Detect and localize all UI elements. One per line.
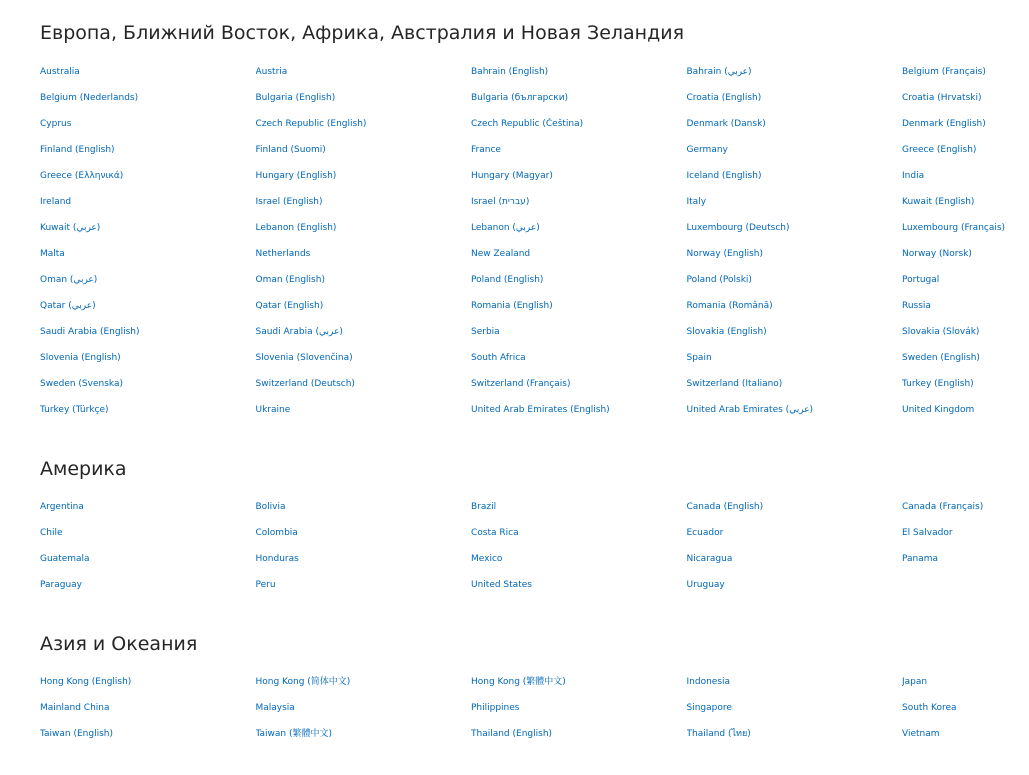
- country-link[interactable]: Panama: [902, 554, 939, 564]
- country-link[interactable]: Italy: [686, 197, 707, 207]
- country-link[interactable]: Saudi Arabia (عربي): [255, 327, 343, 337]
- country-link[interactable]: Nicaragua: [686, 554, 733, 564]
- country-link[interactable]: Czech Republic (English): [255, 119, 367, 129]
- country-link[interactable]: Kuwait (English): [902, 197, 975, 207]
- region-title: Азия и Океания: [40, 633, 198, 655]
- country-link[interactable]: United States: [471, 580, 532, 590]
- country-link[interactable]: Guatemala: [40, 554, 90, 564]
- country-link[interactable]: Switzerland (Deutsch): [255, 379, 355, 389]
- country-link[interactable]: Australia: [40, 67, 80, 77]
- country-link[interactable]: Hungary (Magyar): [471, 171, 553, 181]
- country-link[interactable]: Finland (English): [40, 145, 115, 155]
- country-link[interactable]: Sweden (Svenska): [40, 379, 123, 389]
- country-link[interactable]: Taiwan (English): [40, 729, 113, 739]
- country-link[interactable]: Turkey (English): [902, 379, 974, 389]
- country-link[interactable]: Denmark (English): [902, 119, 986, 129]
- country-link[interactable]: Greece (English): [902, 145, 977, 155]
- country-link[interactable]: Malaysia: [255, 703, 295, 713]
- country-link[interactable]: Bolivia: [255, 502, 286, 512]
- country-link[interactable]: Czech Republic (Čeština): [471, 119, 584, 129]
- country-link[interactable]: Colombia: [255, 528, 298, 538]
- country-link[interactable]: Argentina: [40, 502, 84, 512]
- country-link[interactable]: Bahrain (English): [471, 67, 549, 77]
- country-link[interactable]: Portugal: [902, 275, 940, 285]
- country-link[interactable]: Thailand (English): [471, 729, 553, 739]
- country-link[interactable]: Japan: [902, 677, 928, 687]
- country-link[interactable]: Qatar (عربي): [40, 301, 96, 311]
- country-link[interactable]: Russia: [902, 301, 931, 311]
- country-link[interactable]: Croatia (English): [686, 93, 762, 103]
- country-link[interactable]: Luxembourg (Deutsch): [686, 223, 790, 233]
- country-link[interactable]: Greece (Ελληνικά): [40, 171, 124, 181]
- country-grid: [40, 676, 1020, 754]
- country-link[interactable]: Turkey (Türkçe): [40, 405, 109, 415]
- country-link[interactable]: Croatia (Hrvatski): [902, 93, 982, 103]
- country-link[interactable]: Slovakia (Slovák): [902, 327, 980, 337]
- country-link[interactable]: Peru: [255, 580, 276, 590]
- country-link[interactable]: Lebanon (عربي): [471, 223, 540, 233]
- country-link[interactable]: United Arab Emirates (عربي): [686, 405, 814, 415]
- country-link[interactable]: Brazil: [471, 502, 497, 512]
- country-link[interactable]: Mainland China: [40, 703, 110, 713]
- country-link[interactable]: Ecuador: [686, 528, 724, 538]
- country-link[interactable]: Denmark (Dansk): [686, 119, 766, 129]
- country-link[interactable]: Malta: [40, 249, 65, 259]
- country-link[interactable]: Bahrain (عربي): [686, 67, 752, 77]
- country-link[interactable]: South Korea: [902, 703, 957, 713]
- country-link[interactable]: Belgium (Français): [902, 67, 986, 77]
- country-link[interactable]: Canada (English): [686, 502, 764, 512]
- country-link[interactable]: India: [902, 171, 925, 181]
- country-link[interactable]: Slovenia (English): [40, 353, 121, 363]
- country-link[interactable]: Indonesia: [686, 677, 731, 687]
- country-link[interactable]: Israel (English): [255, 197, 323, 207]
- country-link[interactable]: Poland (Polski): [686, 275, 752, 285]
- country-link[interactable]: Austria: [255, 67, 288, 77]
- region-title: Америка: [40, 458, 127, 480]
- country-link[interactable]: Iceland (English): [686, 171, 762, 181]
- country-link[interactable]: Spain: [686, 353, 712, 363]
- country-link[interactable]: Ireland: [40, 197, 72, 207]
- country-link[interactable]: Switzerland (Français): [471, 379, 571, 389]
- country-link[interactable]: Chile: [40, 528, 63, 538]
- country-link[interactable]: Cyprus: [40, 119, 72, 129]
- country-link[interactable]: Hungary (English): [255, 171, 337, 181]
- country-link[interactable]: Israel (עברית): [471, 197, 530, 207]
- country-link[interactable]: Finland (Suomi): [255, 145, 326, 155]
- country-link[interactable]: Hong Kong (English): [40, 677, 132, 687]
- country-link[interactable]: Hong Kong (简体中文): [255, 677, 351, 687]
- country-link[interactable]: Norway (English): [686, 249, 764, 259]
- country-link[interactable]: Belgium (Nederlands): [40, 93, 139, 103]
- country-link[interactable]: Taiwan (繁體中文): [255, 729, 332, 739]
- country-link[interactable]: Romania (English): [471, 301, 553, 311]
- country-grid: [40, 66, 1020, 430]
- country-link[interactable]: Vietnam: [902, 729, 940, 739]
- country-link[interactable]: Uruguay: [686, 580, 725, 590]
- country-link[interactable]: Sweden (English): [902, 353, 980, 363]
- country-link[interactable]: Slovenia (Slovenčina): [255, 353, 353, 363]
- country-link[interactable]: Honduras: [255, 554, 299, 564]
- region-title: Европа, Ближний Восток, Африка, Австралия и Новая Зеландия: [40, 22, 685, 44]
- country-grid: [40, 501, 1020, 605]
- country-link[interactable]: Norway (Norsk): [902, 249, 972, 259]
- country-link[interactable]: Costa Rica: [471, 528, 519, 538]
- country-link[interactable]: Switzerland (Italiano): [686, 379, 783, 389]
- country-link[interactable]: Oman (عربي): [40, 275, 98, 285]
- country-link[interactable]: Singapore: [686, 703, 732, 713]
- country-link[interactable]: Poland (English): [471, 275, 544, 285]
- country-link[interactable]: Bulgaria (български): [471, 93, 569, 103]
- country-link[interactable]: Mexico: [471, 554, 503, 564]
- country-link[interactable]: Lebanon (English): [255, 223, 337, 233]
- country-link[interactable]: South Africa: [471, 353, 526, 363]
- country-link[interactable]: Germany: [686, 145, 728, 155]
- country-link[interactable]: Bulgaria (English): [255, 93, 336, 103]
- country-link[interactable]: Serbia: [471, 327, 500, 337]
- country-link[interactable]: Oman (English): [255, 275, 325, 285]
- country-link[interactable]: Saudi Arabia (English): [40, 327, 140, 337]
- country-link[interactable]: Netherlands: [255, 249, 311, 259]
- country-link[interactable]: Hong Kong (繁體中文): [471, 677, 566, 687]
- country-link[interactable]: Paraguay: [40, 580, 83, 590]
- country-link[interactable]: New Zealand: [471, 249, 531, 259]
- country-link[interactable]: Ukraine: [255, 405, 291, 415]
- country-link[interactable]: Qatar (English): [255, 301, 324, 311]
- country-link[interactable]: Canada (Français): [902, 502, 984, 512]
- country-link[interactable]: United Kingdom: [902, 405, 975, 415]
- country-link[interactable]: Philippines: [471, 703, 520, 713]
- country-link[interactable]: Romania (Română): [686, 301, 773, 311]
- country-link[interactable]: El Salvador: [902, 528, 953, 538]
- country-link[interactable]: Luxembourg (Français): [902, 223, 1006, 233]
- country-link[interactable]: Slovakia (English): [686, 327, 767, 337]
- country-link[interactable]: France: [471, 145, 501, 155]
- country-link[interactable]: Thailand (ไทย): [686, 729, 751, 739]
- country-link[interactable]: Kuwait (عربي): [40, 223, 101, 233]
- country-link[interactable]: United Arab Emirates (English): [471, 405, 610, 415]
